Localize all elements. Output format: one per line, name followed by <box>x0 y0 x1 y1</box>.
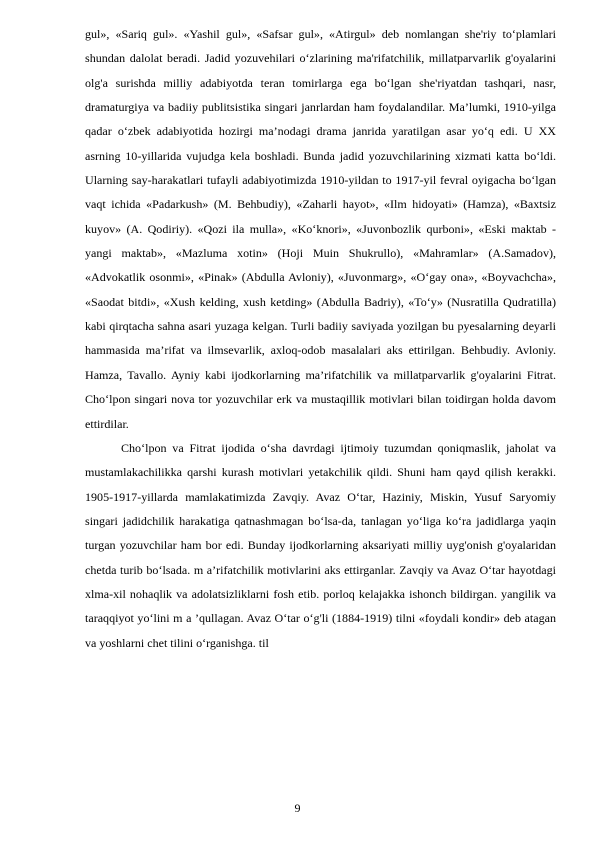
paragraph-2: Cho‘lpon va Fitrat ijodida o‘sha davrdagi ijtimoiy tuzumdan qoniqmaslik, jaholat va mustamlakachilikka qarshi kurash motivlari yetakchilik qildi. Shuni ham qayd qilish kerakki. 1905-1917-yillarda mamlakatimizda Zavqiy. Avaz O‘tar, Haziniy, Miskin, Yusuf Saryomiy singari jadidchilik harakatiga qatnashmagan bo‘lsa-da, tanlagan yo‘liga ko‘ra jadidlarga yaqin turgan yozuvchilar ham bor edi. Bunday ijodkorlarning aksariyati milliy uyg'onish g'oyalaridan chetda turib bo‘lsada. m a’rifatchilik motivlarini aks ettirganlar. Zavqiy va Avaz O‘tar hayotdagi xlma-xil nohaqlik va adolatsizliklarni fosh etib. porloq kelajakka ishonch bildirgan. yangilik va taraqqiyot yo‘lini m a ’qullagan. Avaz O‘tar o‘g'li (1884-1919) tilni «foydali kondir» deb atagan va yoshlarni chet tilini o‘rganishga. til <box>85 440 556 650</box>
paragraph-1: gul», «Sariq gul». «Yashil gul», «Safsar gul», «Atirgul» deb nomlangan she'riy to‘plamlari shundan dalolat beradi. Jadid yozuvehilari o‘zlarining ma'rifatchilik, millatparvarlik g'oyalarini olg'a surishda milliy adabiyotda teran tomirlarga ega bo‘lgan she'riyatdan tashqari, nasr, dramaturgiya va badiiy publitsistika singari janrlardan ham foydalandilar. Ma’lumki, 1910-yilga qadar o‘zbek adabiyotida hozirgi ma’nodagi drama janrida yaratilgan asar yo‘q edi. U XX asrning 10-yillarida vujudga kela boshladi. Bunda jadid yozuvchilarining xizmati katta bo‘ldi. Ularning say-harakatlari tufayli adabiyotimizda 1910-yildan to 1917-yil fevral oyigacha bo‘lgan vaqt ichida «Padarkush» (M. Behbudiy), «Zaharli hayot», «Ilm hidoyati» (Hamza), «Baxtsiz kuyov» (A. Qodiriy). «Qozi ila mulla», «Ko‘knori», «Juvonbozlik qurboni», «Eski maktab - yangi maktab», «Mazluma xotin» (Hoji Muin Shukrullo), «Mahramlar» (A.Samadov), «Advokatlik osonmi», «Pinak» (Abdulla Avloniy), «Juvonmarg», «O‘gay ona», «Boyvachcha», «Saodat bitdi», «Xush kelding, xush ketding» (Abdulla Badriy), «To‘y» (Nusratilla Qudratilla) kabi qirqtacha sahna asari yuzaga kelgan. Turli badiiy saviyada yozilgan bu pyesalarning deyarli hammasida ma’rifat va ilmsevarlik, axloq-odob masalalari aks ettirilgan. Behbudiy. Avloniy. Hamza, Tavallo. Ayniy kabi ijodkorlarning ma’rifatchilik va millatparvarlik g'oyalarini Fitrat. Cho‘lpon singari nova tor yozuvchilar erk va mustaqillik motivlari bilan toidirgan holda davom ettirdilar. <box>85 27 556 431</box>
body-text <box>85 22 556 655</box>
page-number: 9 <box>294 801 301 815</box>
